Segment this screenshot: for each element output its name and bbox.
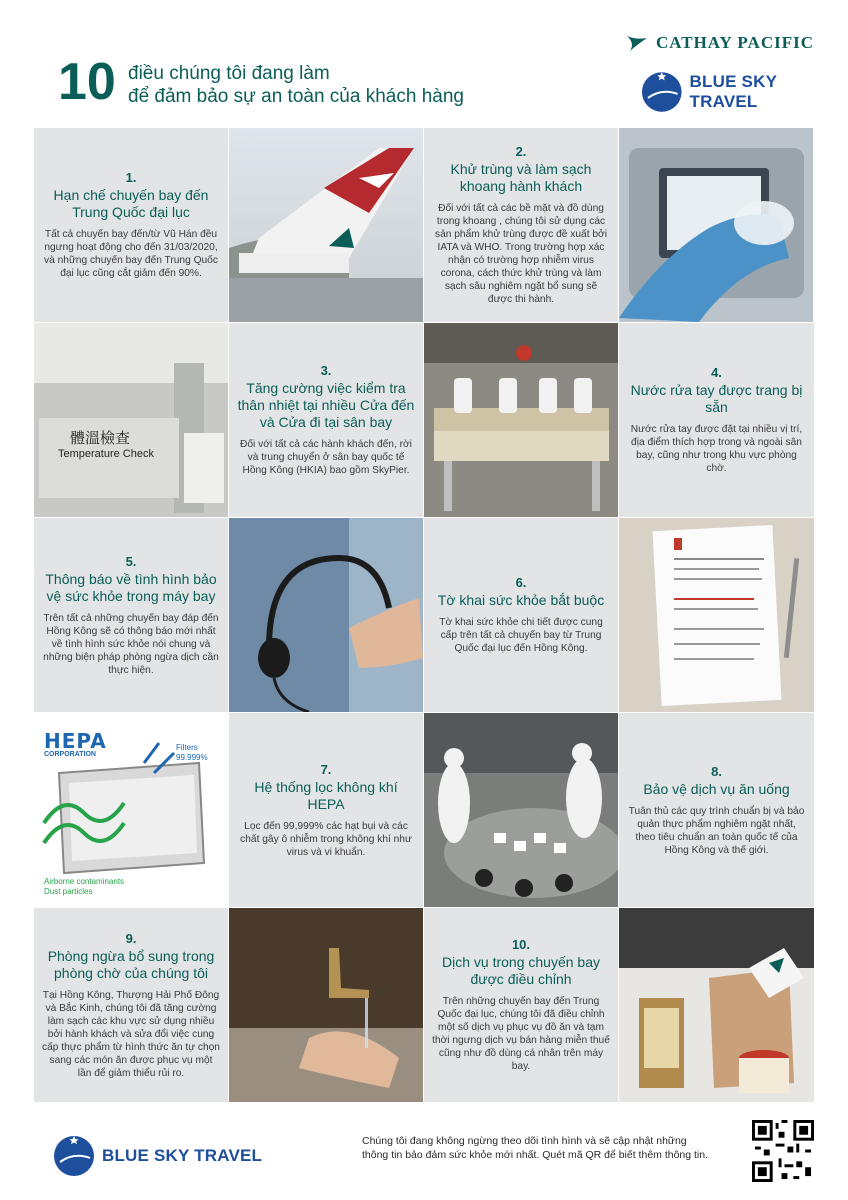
health-declaration-form-photo: [619, 518, 814, 712]
measure-card-6: [424, 518, 618, 712]
footer-brand-wordmark: BLUE SKY TRAVEL: [102, 1146, 263, 1165]
measure-body: Trên tất cả những chuyến bay đáp đến Hồng Kông sẽ có thông báo mới nhất về tình hình sức khỏe nói chung và những biện pháp phòng ngừa dịch cần thực hiện.: [43, 612, 219, 676]
measure-body: Đối với tất cả các bề mặt và đồ dùng trong khoang , chúng tôi sử dụng các sản phẩm khử trùng được đề xuất bởi IATA và WHO. Trong trường hợp xác nhận có trường hợp nhiễm virus corona, cách thức khử trùng và làm sạch sâu nghiêm ngặt bổ sung sẽ được thi hành.: [435, 203, 607, 305]
measure-title: Dịch vụ trong chuyến bay được điều chỉnh: [442, 954, 600, 987]
measure-number: 10.: [511, 937, 531, 952]
blue-sky-travel-logo: [640, 70, 848, 114]
cathay-pacific-logo: [626, 32, 814, 54]
measure-number: 5.: [125, 553, 137, 569]
measure-card-7: [229, 713, 423, 907]
measure-number: 4.: [711, 365, 722, 380]
measure-number: 3.: [320, 363, 332, 378]
measure-number: 6.: [515, 575, 527, 590]
measure-card-8: [619, 713, 814, 907]
airborne-contaminants-label: Airborne contaminants: [44, 877, 125, 886]
hepa-logo: HEPA: [44, 729, 107, 753]
measure-body: Tờ khai sức khỏe chi tiết được cung cấp trên tất cả chuyến bay từ Trung Quốc đại lục đến Hồng Kông.: [439, 617, 603, 654]
measure-title: Hệ thống lọc không khí HEPA: [254, 778, 398, 812]
filters-percentage: 99.999%: [176, 753, 208, 762]
measure-card-2: [424, 128, 618, 322]
measure-title: Bảo vệ dịch vụ ăn uống: [643, 780, 790, 797]
measure-card-5: [34, 518, 228, 712]
measure-number: 1.: [125, 170, 137, 185]
brushwing-icon: [626, 32, 648, 54]
globe-logo-icon: [52, 1134, 96, 1178]
measure-number: 8.: [711, 763, 722, 779]
measure-card-4: [619, 323, 814, 517]
footer-notice-line-1: Chúng tôi đang không ngừng theo dõi tình hình và sẽ cập nhật những: [362, 1135, 687, 1147]
qr-code[interactable]: [752, 1120, 814, 1182]
measure-body: Tuân thủ các quy trình chuẩn bị và bảo quản thực phẩm nghiêm ngặt nhất, theo tiêu chuẩn an toàn quốc tế của Hồng Kông và thế giới.: [628, 805, 805, 856]
sign-english: Temperature Check: [58, 448, 154, 460]
hepa-corporation-text: CORPORATION: [44, 751, 96, 758]
dust-particles-label: Dust particles: [44, 887, 93, 896]
hepa-filter-diagram: [34, 713, 228, 907]
sign-chinese: 體溫檢查: [70, 429, 131, 447]
globe-logo-icon: [640, 70, 684, 114]
measure-card-9: [34, 908, 228, 1102]
footer-notice: [362, 1134, 742, 1162]
headline: [128, 62, 464, 108]
temperature-check-photo: [34, 323, 228, 517]
measure-title: Hạn chế chuyến bay đến Trung Quốc đại lục: [53, 187, 209, 220]
inflight-snacks-photo: [619, 908, 814, 1102]
measure-number: 7.: [320, 761, 332, 777]
headline-line-2: để đảm bảo sự an toàn của khách hàng: [128, 86, 464, 107]
measure-title: Phòng ngừa bổ sung trong phòng chờ của chúng tôi: [47, 947, 215, 981]
measure-title: Tờ khai sức khỏe bắt buộc: [437, 592, 605, 608]
measure-body: Lọc đến 99,999% các hạt bụi và các chất gây ô nhiễm trong không khí như virus và vi khuẩn.: [240, 820, 412, 858]
measure-title: Khử trùng và làm sạch khoang hành khách: [450, 161, 592, 194]
hand-sanitizer-photo: [424, 323, 618, 517]
footer-notice-line-2: thông tin bảo đảm sức khỏe mới nhất. Quét mã QR để biết thêm thông tin.: [362, 1149, 709, 1161]
measure-title: Nước rửa tay được trang bị sẵn: [630, 382, 803, 415]
measure-card-1: [34, 128, 228, 322]
measure-body: Trên những chuyến bay đến Trung Quốc đại lục, chúng tôi đã điều chỉnh một số dịch vụ phục vụ đồ ăn và tạm thời ngưng dịch vụ bán hàng miễn thuế cũng như đồ dùng cá nhân trên máy bay.: [432, 996, 610, 1072]
measure-number: 2.: [515, 144, 527, 159]
filters-label: Filters: [176, 743, 198, 752]
measure-body: Nước rửa tay được đặt tại nhiều vị trí, địa điểm thích hợp trong và ngoài sân bay, cũng như trong khu vực phòng chờ.: [630, 424, 803, 474]
measure-body: Tất cả chuyến bay đến/từ Vũ Hán đều ngưng hoạt động cho đến 31/03/2020, và những chuyến bay đến Trung Quốc đại lục cũng cắt giảm đến 90%.: [44, 229, 218, 279]
measure-card-10: [424, 908, 618, 1102]
headphones-photo: [229, 518, 423, 712]
footer-blue-sky-travel-logo: [52, 1134, 262, 1178]
blue-sky-travel-wordmark: BLUE SKY TRAVEL: [689, 72, 777, 111]
measure-body: Tại Hồng Kông, Thượng Hải Phố Đông và Bắc Kinh, chúng tôi đã tăng cường làm sạch các khu vực sử dụng nhiều bởi hành khách và sửa đổi việc cung cấp thực phẩm từ hình thức ăn tự chọn sang các món ăn được phục vụ một lần để giảm thiểu rủi ro.: [42, 989, 220, 1079]
aircraft-tail-photo: [229, 128, 423, 322]
screen-disinfection-photo: [619, 128, 813, 322]
page-header: [0, 0, 848, 128]
measure-body: Đối với tất cả các hành khách đến, rời và trung chuyển ở sân bay quốc tế Hồng Kông (HKIA) bao gồm SkyPier.: [240, 439, 412, 476]
measure-card-3: [229, 323, 423, 517]
catering-kitchen-photo: [424, 713, 618, 907]
measure-title: Tăng cường việc kiểm tra thân nhiệt tại nhiều Cửa đến và Cửa đi tại sân bay: [237, 380, 415, 430]
cathay-pacific-wordmark: CATHAY PACIFIC: [655, 33, 814, 52]
headline-line-1: điều chúng tôi đang làm: [128, 63, 330, 84]
headline-number: 10: [58, 53, 116, 111]
hand-washing-photo: [229, 908, 423, 1102]
measure-title: Thông báo về tình hình bảo vệ sức khỏe trong máy bay: [45, 570, 217, 604]
measure-number: 9.: [125, 930, 137, 946]
